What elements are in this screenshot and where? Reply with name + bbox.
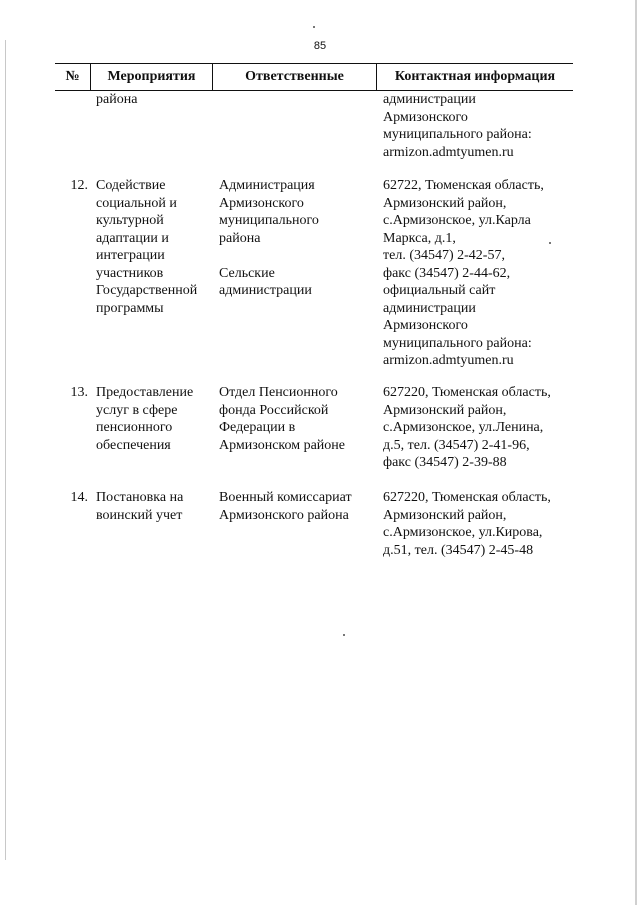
cell-line: услуг в сфере (96, 402, 178, 418)
cell-events (96, 384, 193, 454)
cell-line: Отдел Пенсионного (219, 385, 338, 400)
cell-line: Армизонского (219, 195, 304, 211)
cell-line: района (219, 230, 261, 246)
cell-line: адаптации и (96, 230, 169, 246)
row-number: 14. (70, 490, 88, 505)
cell-line: 627220, Тюменская область, (383, 385, 551, 400)
cell-line: фонда Российской (219, 402, 329, 418)
cell-line: пенсионного (96, 420, 173, 435)
cell-line: участников (96, 265, 164, 281)
cell-line: Предоставление (96, 385, 194, 400)
cell-line: 627220, Тюменская область, (383, 490, 551, 505)
cell-line: факс (34547) 2-44-62, (383, 265, 511, 281)
cell-line: д.51, тел. (34547) 2-45-48 (383, 542, 534, 558)
header-events: Мероприятия (107, 69, 196, 84)
cell-line: Маркса, д.1, (383, 230, 456, 246)
cell-line: муниципального (219, 213, 319, 228)
cell-line (219, 247, 319, 265)
cell-line: Сельские (219, 265, 275, 281)
row-number: 13. (70, 385, 88, 400)
table-header (55, 63, 573, 91)
cell-line: факс (34547) 2-39-88 (383, 455, 507, 470)
cell-line: Армизонский район, (383, 195, 507, 211)
cell-line: обеспечения (96, 437, 171, 453)
cell-line: муниципального района: (383, 127, 532, 142)
cell-line: Государственной (96, 283, 198, 298)
cell-line: тел. (34547) 2-42-57, (383, 248, 505, 263)
cell-line: с.Армизонское, ул.Карла (383, 213, 531, 228)
header-contacts: Контактная информация (394, 69, 556, 84)
cell-line: armizon.admtyumen.ru (383, 353, 514, 368)
scan-speck (549, 242, 551, 244)
cell-line: Администрация (219, 178, 315, 193)
cell-line: с.Армизонское, ул.Ленина, (383, 420, 544, 435)
header-responsible: Ответственные (245, 69, 344, 84)
cell-line: д.5, тел. (34547) 2-41-96, (383, 437, 530, 453)
cell-responsible (219, 384, 345, 454)
cell-line: Содействие (96, 178, 166, 193)
cell-line: Федерации в (219, 420, 296, 435)
cell-events (96, 177, 197, 317)
cell-line: администрации (219, 283, 312, 298)
cell-line: культурной (96, 213, 164, 228)
scan-edge-right (635, 0, 637, 905)
cell-line: программы (96, 300, 164, 316)
cell-line: интеграции (96, 248, 165, 263)
cell-line: 62722, Тюменская область, (383, 178, 544, 193)
cell-line: социальной и (96, 195, 177, 211)
cell-responsible (219, 489, 352, 524)
cell-line: Армизонского (383, 318, 468, 333)
cell-contacts (383, 489, 551, 559)
cell-line: с.Армизонское, ул.Кирова, (383, 525, 543, 540)
cell-line: Военный комиссариат (219, 490, 352, 505)
cell-line: Армизонский район, (383, 507, 507, 523)
cell-line: Постановка на (96, 490, 184, 505)
cell-line: воинский учет (96, 507, 183, 523)
cell-line: armizon.admtyumen.ru (383, 144, 514, 160)
scan-edge-left (5, 40, 6, 860)
cell-line: района (96, 92, 138, 107)
cell-line: Армизонском районе (219, 437, 345, 453)
cell-line: Армизонский район, (383, 402, 507, 418)
cell-contacts (383, 177, 544, 370)
cell-contacts (383, 91, 532, 161)
cell-line: Армизонского (383, 109, 468, 125)
cell-line: Армизонского района (219, 507, 349, 523)
cell-line: администрации (383, 300, 476, 316)
cell-responsible (219, 177, 319, 300)
scan-speck (313, 26, 315, 28)
cell-events (96, 489, 183, 524)
cell-line: администрации (383, 92, 476, 107)
row-number: 12. (70, 178, 88, 193)
scan-speck (343, 634, 345, 636)
cell-line: официальный сайт (383, 283, 496, 298)
cell-events (96, 91, 137, 109)
header-number: № (65, 69, 80, 84)
page-number: 85 (313, 40, 327, 52)
cell-contacts (383, 384, 551, 472)
cell-line: муниципального района: (383, 335, 532, 351)
